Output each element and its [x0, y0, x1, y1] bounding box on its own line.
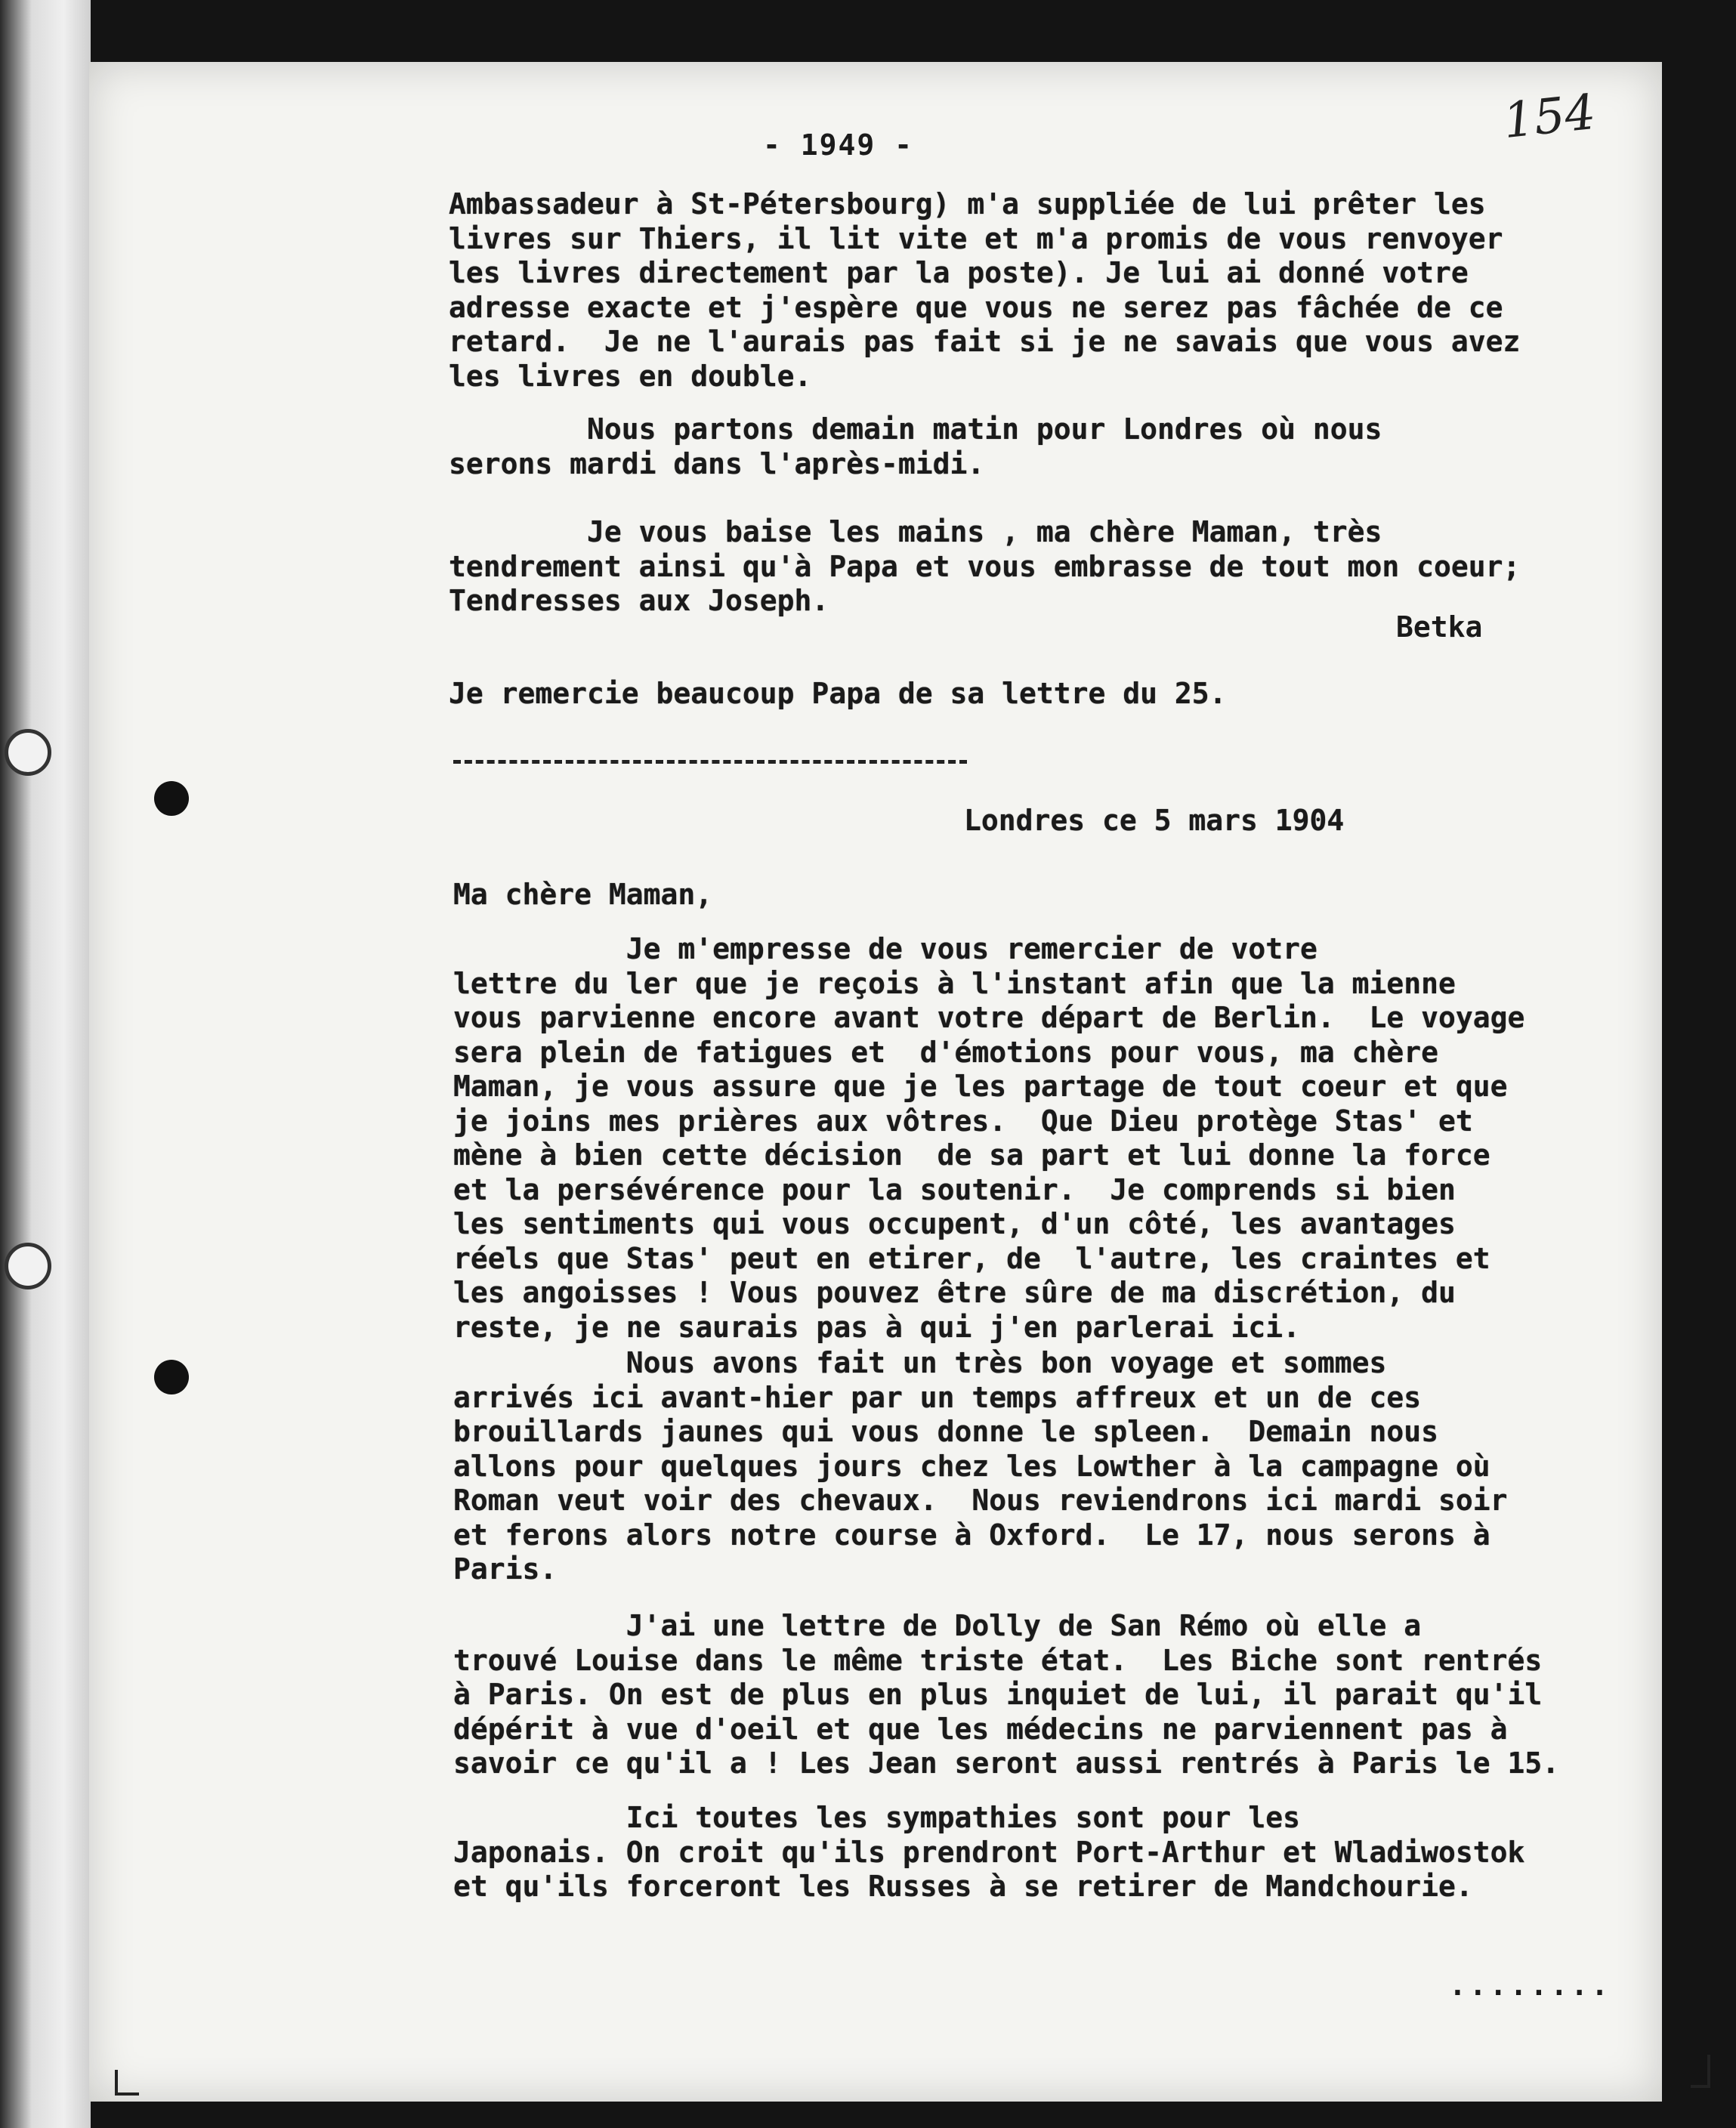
typed-line: Nous avons fait un très bon voyage et sommes: [453, 1346, 1387, 1379]
letter2-paragraph-2: [453, 1346, 1508, 1587]
typed-line: Je vous baise les mains , ma chère Maman, très: [449, 515, 1382, 548]
typed-line: je joins mes prières aux vôtres. Que Dieu protège Stas' et: [453, 1104, 1473, 1138]
letter1-closing: [449, 515, 1520, 619]
typed-line: et ferons alors notre course à Oxford. Le 17, nous serons à: [453, 1518, 1490, 1552]
typed-line: les livres directement par la poste). Je lui ai donné votre: [449, 256, 1469, 289]
punch-hole: [154, 1360, 189, 1394]
punch-hole: [154, 781, 189, 816]
typed-line: Maman, je vous assure que je les partage de tout coeur et que: [453, 1070, 1508, 1103]
typed-line: tendrement ainsi qu'à Papa et vous embrasse de tout mon coeur;: [449, 549, 1521, 583]
typed-line: et qu'ils forceront les Russes à se retirer de Mandchourie.: [453, 1870, 1473, 1903]
continuation-dots: ........: [1449, 1969, 1612, 2002]
letter2-paragraph-1: [453, 932, 1524, 1345]
typed-line: Paris.: [453, 1552, 558, 1586]
typed-line: livres sur Thiers, il lit vite et m'a promis de vous renvoyer: [449, 221, 1503, 255]
letter2-paragraph-4: [453, 1801, 1524, 1904]
typed-line: adresse exacte et j'espère que vous ne serez pas fâchée de ce: [449, 290, 1503, 324]
typed-line: trouvé Louise dans le même triste état. Les Biche sont rentrés: [453, 1643, 1543, 1677]
typed-line: les sentiments qui vous occupent, d'un côté, les avantages: [453, 1207, 1456, 1240]
typed-line: Japonais. On croit qu'ils prendront Port-Arthur et Wladiwostok: [453, 1835, 1525, 1869]
letter1-postscript: Je remercie beaucoup Papa de sa lettre du 25.: [449, 677, 1227, 710]
typed-line: Ici toutes les sympathies sont pour les: [453, 1801, 1301, 1834]
typed-line: Roman veut voir des chevaux. Nous reviendrons ici mardi soir: [453, 1484, 1508, 1517]
typed-line: savoir ce qu'il a ! Les Jean seront aussi rentrés à Paris le 15.: [453, 1747, 1560, 1780]
typed-line: lettre du ler que je reçois à l'instant afin que la mienne: [453, 966, 1456, 1000]
typed-line: serons mardi dans l'après-midi.: [449, 446, 985, 480]
typed-line: brouillards jaunes qui vous donne le spleen. Demain nous: [453, 1415, 1439, 1448]
typed-line: à Paris. On est de plus en plus inquiet de lui, il parait qu'il: [453, 1678, 1543, 1711]
typed-line: sera plein de fatigues et d'émotions pour vous, ma chère: [453, 1035, 1439, 1069]
letter-separator: [453, 760, 967, 764]
handwritten-page-number: 154: [1500, 84, 1599, 150]
typed-page-header: - 1949 -: [763, 128, 914, 162]
letter2-salutation: Ma chère Maman,: [453, 878, 713, 911]
letter1-signature: Betka: [1396, 610, 1483, 644]
typed-line: mène à bien cette décision de sa part et lui donne la force: [453, 1138, 1490, 1172]
binder-ring: [5, 1243, 51, 1289]
letter1-paragraph: [449, 412, 1382, 481]
corner-crop-mark: [115, 2070, 139, 2096]
letter2-paragraph-3: [453, 1609, 1559, 1781]
letter1-continuation: [449, 187, 1520, 394]
binder-strip: [0, 0, 91, 2128]
typed-line: et la persévérence pour la soutenir. Je comprends si bien: [453, 1172, 1456, 1206]
typed-line: allons pour quelques jours chez les Lowther à la campagne où: [453, 1449, 1490, 1483]
typed-line: J'ai une lettre de Dolly de San Rémo où elle a: [453, 1609, 1422, 1642]
typed-line: les livres en double.: [449, 359, 812, 393]
typed-line: les angoisses ! Vous pouvez être sûre de ma discrétion, du: [453, 1276, 1456, 1309]
typed-line: Ambassadeur à St-Pétersbourg) m'a suppliée de lui prêter les: [449, 187, 1486, 221]
typed-line: retard. Je ne l'aurais pas fait si je ne savais que vous avez: [449, 325, 1521, 358]
typed-line: Je m'empresse de vous remercier de votre: [453, 932, 1317, 965]
typed-line: vous parvienne encore avant votre départ de Berlin. Le voyage: [453, 1001, 1525, 1034]
typed-line: reste, je ne saurais pas à qui j'en parlerai ici.: [453, 1310, 1301, 1344]
corner-crop-mark: [1691, 2055, 1710, 2088]
typed-line: arrivés ici avant-hier par un temps affreux et un de ces: [453, 1380, 1422, 1414]
letter2-dateline: Londres ce 5 mars 1904: [964, 804, 1345, 837]
typed-line: Nous partons demain matin pour Londres où nous: [449, 412, 1382, 446]
binder-ring: [5, 729, 51, 776]
typed-line: Tendresses aux Joseph.: [449, 584, 829, 617]
typed-line: réels que Stas' peut en etirer, de l'autre, les craintes et: [453, 1241, 1490, 1275]
typed-line: dépérit à vue d'oeil et que les médecins ne parviennent pas à: [453, 1712, 1508, 1746]
